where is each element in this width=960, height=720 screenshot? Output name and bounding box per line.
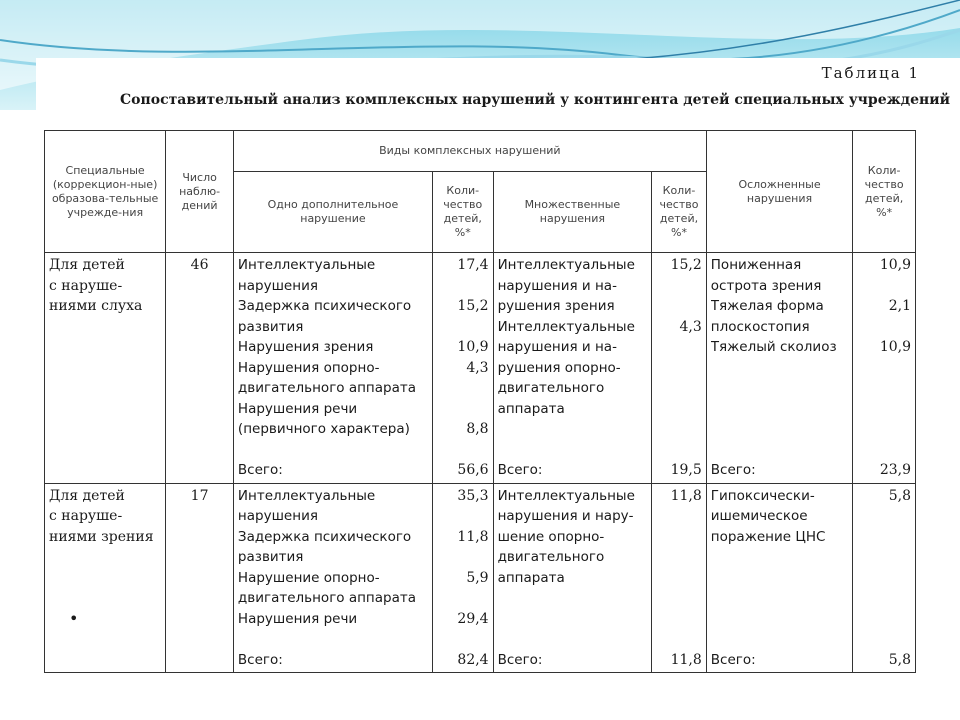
header-one-additional: Одно дополнительное нарушение [233,172,432,253]
institution-cell: Для детей с наруше- ниями зрения • [45,483,166,673]
percent-multiple-cell: 11,8 11,8 [652,483,707,673]
header-observation-count: Число наблю-дений [166,131,234,253]
complicated-cell: Пониженная острота зрения Тяжелая форма плоскостопия Тяжелый сколиоз Всего: [706,253,853,484]
one-additional-cell: Интеллектуальные нарушения Задержка психического развития Нарушение опорно- двигательного аппарата Нарушения речи Всего: [233,483,432,673]
bullet-mark: • [69,608,79,628]
percent-one-cell: 17,4 15,2 10,9 4,3 8,8 56,6 [432,253,493,484]
table-title: Сопоставительный анализ комплексных нарушений у контингента детей специальных учреждений [120,92,950,108]
comparison-table [44,130,916,673]
table-row-vision [45,483,916,673]
header-multiple: Множественные нарушения [493,172,652,253]
multiple-cell: Интеллектуальные нарушения и нару- шение опорно- двигательного аппарата Всего: [493,483,652,673]
percent-one-cell: 35,3 11,8 5,9 29,4 82,4 [432,483,493,673]
header-complex-types-group: Виды комплексных нарушений [233,131,706,172]
observation-count-cell: 17 [166,483,234,673]
percent-complicated-cell: 5,8 5,8 [853,483,916,673]
percent-multiple-cell: 15,2 4,3 19,5 [652,253,707,484]
table-row-hearing [45,253,916,484]
header-complicated-disorders: Осложненные нарушения [706,131,853,253]
percent-complicated-cell: 10,9 2,1 10,9 23,9 [853,253,916,484]
document-page [36,58,960,720]
multiple-cell: Интеллектуальные нарушения и на- рушения зрения Интеллектуальные нарушения и на- рушения опорно- двигательного аппарата Всего: [493,253,652,484]
header-percent-multiple: Коли-чество детей, %* [652,172,707,253]
header-special-institutions: Специальные (коррекцион-ные) образова-тельные учрежде-ния [45,131,166,253]
header-percent-complicated: Коли-чество детей, %* [853,131,916,253]
complicated-cell: Гипоксически- ишемическое поражение ЦНС Всего: [706,483,853,673]
one-additional-cell: Интеллектуальные нарушения Задержка психического развития Нарушения зрения Нарушения опорно- двигательного аппарата Нарушения речи (первичного характера) Всего: [233,253,432,484]
observation-count-cell: 46 [166,253,234,484]
header-percent-one: Коли-чество детей, %* [432,172,493,253]
institution-cell: Для детей с наруше- ниями слуха [45,253,166,484]
table-number: Таблица 1 [821,64,920,82]
